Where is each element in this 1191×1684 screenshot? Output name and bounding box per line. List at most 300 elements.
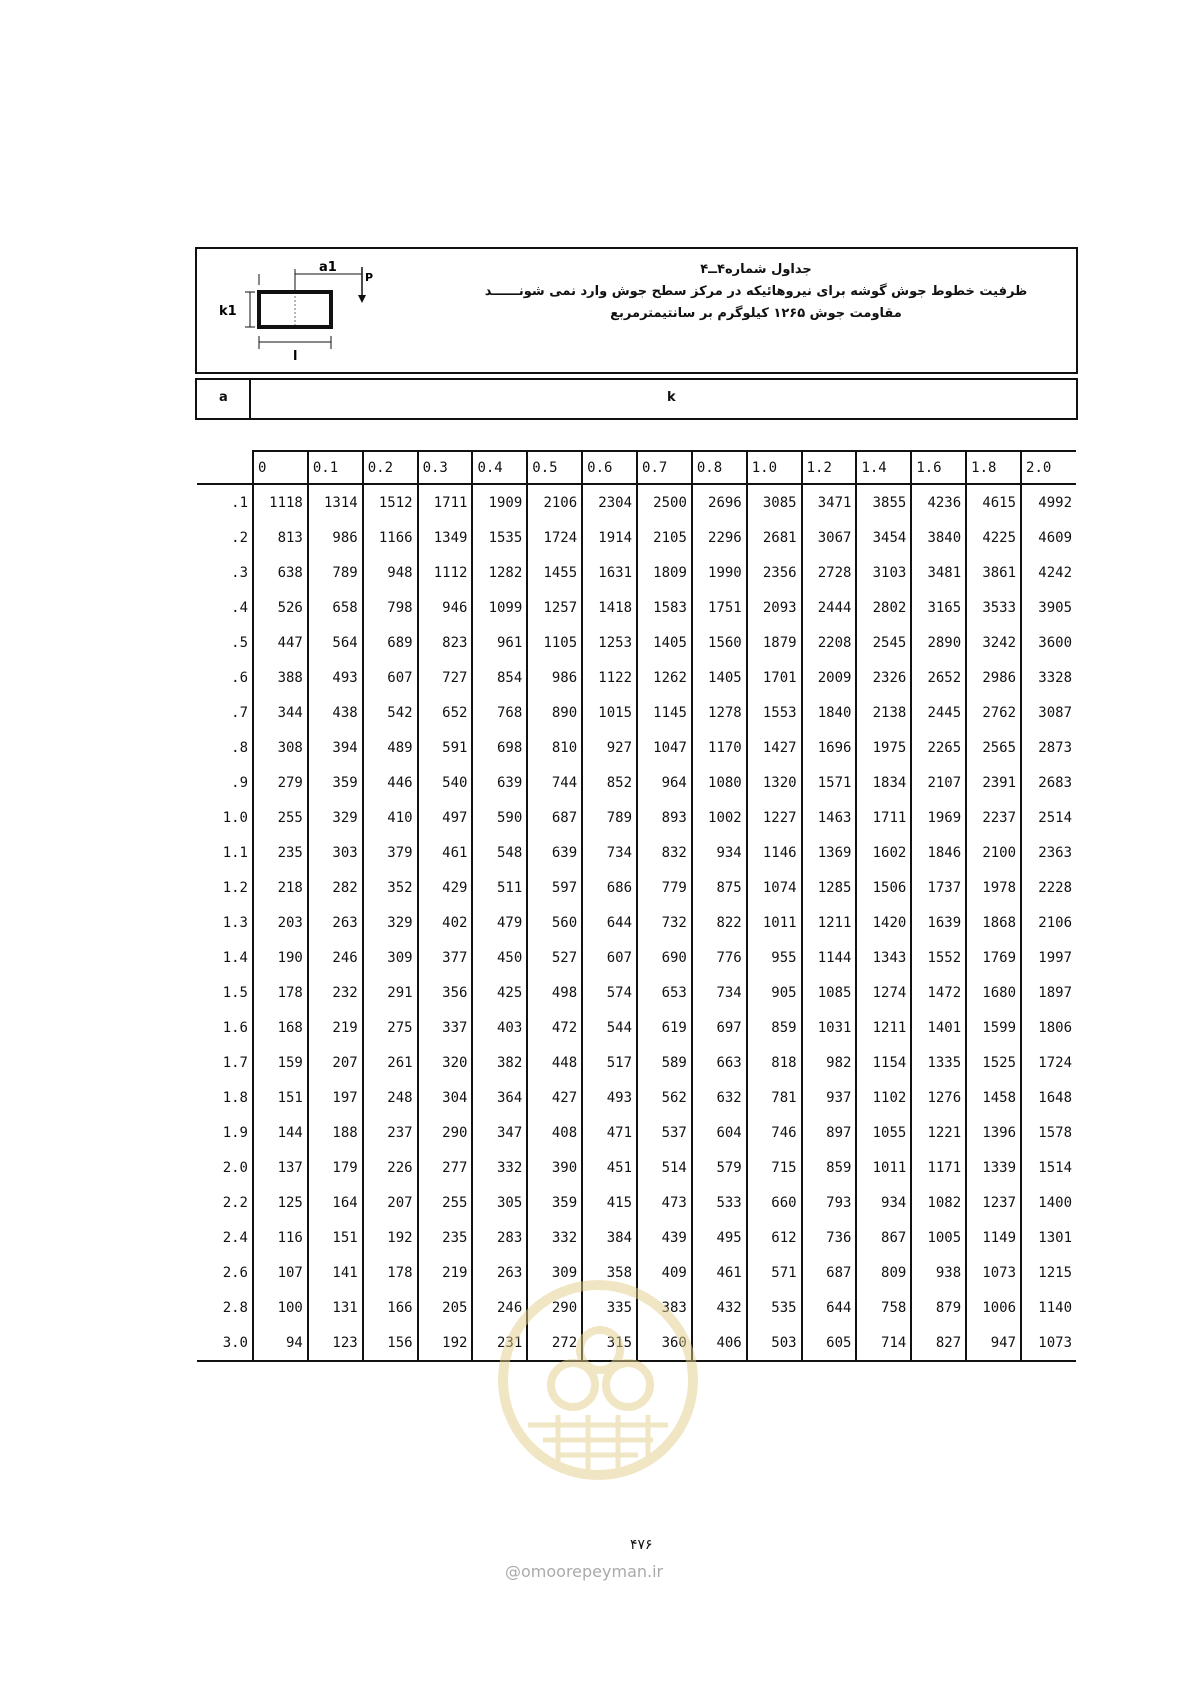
capacity-cell: 1769 (966, 940, 1021, 975)
capacity-cell: 827 (911, 1325, 966, 1361)
capacity-cell: 425 (472, 975, 527, 1010)
capacity-cell: 813 (253, 520, 308, 555)
capacity-cell: 3533 (966, 590, 1021, 625)
capacity-cell: 2237 (966, 800, 1021, 835)
table-subtitle: مقاومت جوش ۱۲۶۵ کیلوگرم بر سانتیمترمربع (610, 306, 902, 321)
capacity-cell: 190 (253, 940, 308, 975)
capacity-cell: 660 (747, 1185, 802, 1220)
capacity-cell: 1282 (472, 555, 527, 590)
capacity-cell: 597 (527, 870, 582, 905)
a-value-cell: .7 (231, 704, 248, 721)
capacity-cell: 3085 (747, 484, 802, 520)
k-header-cell: 2.0 (1021, 451, 1076, 484)
a-value-cell: 1.0 (222, 809, 248, 826)
capacity-cell: 927 (582, 730, 637, 765)
capacity-cell: 315 (582, 1325, 637, 1361)
capacity-cell: 779 (637, 870, 692, 905)
capacity-cell: 768 (472, 695, 527, 730)
capacity-cell: 304 (418, 1080, 473, 1115)
capacity-cell: 604 (692, 1115, 747, 1150)
capacity-cell: 537 (637, 1115, 692, 1150)
capacity-cell: 1278 (692, 695, 747, 730)
capacity-cell: 263 (308, 905, 363, 940)
capacity-cell: 2565 (966, 730, 1021, 765)
capacity-cell: 1082 (911, 1185, 966, 1220)
a-value-cell: .5 (231, 634, 248, 651)
k-header-cell: 0.4 (472, 451, 527, 484)
capacity-cell: 947 (966, 1325, 1021, 1361)
capacity-cell: 1463 (802, 800, 857, 835)
a-value-cell: 2.4 (222, 1229, 248, 1246)
capacity-cell: 332 (472, 1150, 527, 1185)
capacity-cell: 514 (637, 1150, 692, 1185)
capacity-cell: 329 (308, 800, 363, 835)
a-value-cell: .4 (231, 599, 248, 616)
a-value-cell: 3.0 (197, 1325, 253, 1361)
capacity-cell: 1011 (747, 905, 802, 940)
capacity-cell: 151 (308, 1220, 363, 1255)
a-value-cell: 1.8 (222, 1089, 248, 1106)
table-row (197, 975, 1076, 1010)
capacity-cell: 1105 (527, 625, 582, 660)
a-value-cell: 1.5 (222, 984, 248, 1001)
capacity-cell: 246 (472, 1290, 527, 1325)
capacity-cell: 986 (527, 660, 582, 695)
capacity-cell: 231 (472, 1325, 527, 1361)
capacity-cell: 2391 (966, 765, 1021, 800)
capacity-cell: 852 (582, 765, 637, 800)
capacity-cell: 291 (363, 975, 418, 1010)
capacity-cell: 352 (363, 870, 418, 905)
capacity-cell: 732 (637, 905, 692, 940)
table-row (197, 1115, 1076, 1150)
capacity-cell: 2986 (966, 660, 1021, 695)
capacity-cell: 879 (911, 1290, 966, 1325)
capacity-cell: 2681 (747, 520, 802, 555)
table-row (197, 1080, 1076, 1115)
capacity-cell: 619 (637, 1010, 692, 1045)
capacity-cell: 359 (527, 1185, 582, 1220)
capacity-cell: 3905 (1021, 590, 1076, 625)
k-header-cell: 1.4 (856, 451, 911, 484)
capacity-cell: 1339 (966, 1150, 1021, 1185)
capacity-cell: 263 (472, 1255, 527, 1290)
a-axis-label: a (219, 390, 228, 405)
capacity-cell: 1276 (911, 1080, 966, 1115)
capacity-cell: 1144 (802, 940, 857, 975)
capacity-cell: 1631 (582, 555, 637, 590)
capacity-cell: 591 (418, 730, 473, 765)
capacity-cell: 2356 (747, 555, 802, 590)
table-row (197, 1010, 1076, 1045)
capacity-cell: 283 (472, 1220, 527, 1255)
k-header-cell: 1.6 (911, 451, 966, 484)
capacity-cell: 544 (582, 1010, 637, 1045)
capacity-cell: 789 (582, 800, 637, 835)
capacity-cell: 644 (582, 905, 637, 940)
a-value-cell: 2.2 (222, 1194, 248, 1211)
capacity-cell: 2696 (692, 484, 747, 520)
capacity-cell: 461 (418, 835, 473, 870)
capacity-cell: 3087 (1021, 695, 1076, 730)
capacity-cell: 329 (363, 905, 418, 940)
capacity-cell: 438 (308, 695, 363, 730)
capacity-cell: 1335 (911, 1045, 966, 1080)
capacity-cell: 823 (418, 625, 473, 660)
capacity-cell: 714 (856, 1325, 911, 1361)
capacity-cell: 1055 (856, 1115, 911, 1150)
capacity-cell: 337 (418, 1010, 473, 1045)
capacity-cell: 2138 (856, 695, 911, 730)
capacity-cell: 4236 (911, 484, 966, 520)
capacity-cell: 2514 (1021, 800, 1076, 835)
capacity-cell: 1314 (308, 484, 363, 520)
capacity-cell: 332 (527, 1220, 582, 1255)
k-header-row (197, 451, 1076, 484)
capacity-cell: 2683 (1021, 765, 1076, 800)
watermark-logo (488, 1275, 708, 1485)
capacity-cell: 356 (418, 975, 473, 1010)
capacity-cell: 94 (253, 1325, 308, 1361)
a-value-cell: 2.8 (222, 1299, 248, 1316)
capacity-cell: 1227 (747, 800, 802, 835)
capacity-cell: 964 (637, 765, 692, 800)
capacity-cell: 406 (692, 1325, 747, 1361)
a-value-cell: 2.6 (222, 1264, 248, 1281)
capacity-cell: 1080 (692, 765, 747, 800)
capacity-cell: 1405 (692, 660, 747, 695)
k-header-cell: 0.3 (418, 451, 473, 484)
capacity-cell: 360 (637, 1325, 692, 1361)
table-row (197, 730, 1076, 765)
capacity-cell: 3067 (802, 520, 857, 555)
capacity-cell: 1969 (911, 800, 966, 835)
capacity-cell: 179 (308, 1150, 363, 1185)
table-row (197, 660, 1076, 695)
capacity-cell: 1171 (911, 1150, 966, 1185)
capacity-cell: 3242 (966, 625, 1021, 660)
capacity-cell: 986 (308, 520, 363, 555)
a-value-cell: .6 (231, 669, 248, 686)
capacity-cell: 4615 (966, 484, 1021, 520)
capacity-cell: 2890 (911, 625, 966, 660)
a-value-cell: 1.3 (222, 914, 248, 931)
a-value-cell: 1.6 (222, 1019, 248, 1036)
table-row (197, 520, 1076, 555)
label-a1: a1 (319, 260, 337, 275)
capacity-cell: 535 (747, 1290, 802, 1325)
capacity-cell: 116 (253, 1220, 308, 1255)
capacity-cell: 533 (692, 1185, 747, 1220)
capacity-cell: 579 (692, 1150, 747, 1185)
capacity-cell: 893 (637, 800, 692, 835)
capacity-cell: 347 (472, 1115, 527, 1150)
capacity-cell: 652 (418, 695, 473, 730)
capacity-cell: 905 (747, 975, 802, 1010)
capacity-cell: 1369 (802, 835, 857, 870)
capacity-cell: 309 (527, 1255, 582, 1290)
capacity-cell: 1166 (363, 520, 418, 555)
capacity-cell: 1145 (637, 695, 692, 730)
table-row (197, 905, 1076, 940)
capacity-cell: 663 (692, 1045, 747, 1080)
capacity-cell: 1320 (747, 765, 802, 800)
capacity-cell: 1868 (966, 905, 1021, 940)
capacity-cell: 1711 (856, 800, 911, 835)
capacity-cell: 1074 (747, 870, 802, 905)
capacity-cell: 1170 (692, 730, 747, 765)
capacity-cell: 473 (637, 1185, 692, 1220)
capacity-cell: 448 (527, 1045, 582, 1080)
capacity-cell: 937 (802, 1080, 857, 1115)
capacity-cell: 144 (253, 1115, 308, 1150)
table-row (197, 1220, 1076, 1255)
capacity-cell: 687 (802, 1255, 857, 1290)
capacity-cell: 1583 (637, 590, 692, 625)
capacity-cell: 946 (418, 590, 473, 625)
capacity-cell: 1343 (856, 940, 911, 975)
capacity-cell: 1005 (911, 1220, 966, 1255)
capacity-cell: 479 (472, 905, 527, 940)
capacity-cell: 2228 (1021, 870, 1076, 905)
capacity-cell: 1553 (747, 695, 802, 730)
capacity-cell: 275 (363, 1010, 418, 1045)
capacity-cell: 734 (692, 975, 747, 1010)
capacity-cell: 690 (637, 940, 692, 975)
capacity-cell: 290 (418, 1115, 473, 1150)
capacity-cell: 168 (253, 1010, 308, 1045)
capacity-cell: 697 (692, 1010, 747, 1045)
capacity-cell: 1274 (856, 975, 911, 1010)
capacity-cell: 746 (747, 1115, 802, 1150)
capacity-cell: 2106 (1021, 905, 1076, 940)
capacity-cell: 1420 (856, 905, 911, 940)
capacity-cell: 1997 (1021, 940, 1076, 975)
capacity-cell: 744 (527, 765, 582, 800)
capacity-cell: 3454 (856, 520, 911, 555)
capacity-cell: 427 (527, 1080, 582, 1115)
capacity-cell: 1455 (527, 555, 582, 590)
capacity-cell: 517 (582, 1045, 637, 1080)
capacity-cell: 810 (527, 730, 582, 765)
capacity-cell: 1349 (418, 520, 473, 555)
capacity-cell: 632 (692, 1080, 747, 1115)
capacity-cell: 1696 (802, 730, 857, 765)
capacity-cell: 1724 (1021, 1045, 1076, 1080)
capacity-cell: 1806 (1021, 1010, 1076, 1045)
capacity-cell: 1073 (1021, 1325, 1076, 1361)
capacity-cell: 2652 (911, 660, 966, 695)
capacity-cell: 1140 (1021, 1290, 1076, 1325)
capacity-cell: 1909 (472, 484, 527, 520)
capacity-cell: 2762 (966, 695, 1021, 730)
capacity-cell: 822 (692, 905, 747, 940)
capacity-cell: 164 (308, 1185, 363, 1220)
capacity-cell: 159 (253, 1045, 308, 1080)
capacity-cell: 123 (308, 1325, 363, 1361)
capacity-cell: 382 (472, 1045, 527, 1080)
capacity-cell: 653 (637, 975, 692, 1010)
capacity-cell: 305 (472, 1185, 527, 1220)
capacity-cell: 2873 (1021, 730, 1076, 765)
capacity-cell: 1751 (692, 590, 747, 625)
table-row (197, 1185, 1076, 1220)
capacity-cell: 364 (472, 1080, 527, 1115)
capacity-cell: 218 (253, 870, 308, 905)
capacity-cell: 1400 (1021, 1185, 1076, 1220)
capacity-cell: 1701 (747, 660, 802, 695)
capacity-cell: 938 (911, 1255, 966, 1290)
capacity-cell: 237 (363, 1115, 418, 1150)
capacity-cell: 687 (527, 800, 582, 835)
capacity-cell: 1146 (747, 835, 802, 870)
capacity-cell: 574 (582, 975, 637, 1010)
capacity-cell: 471 (582, 1115, 637, 1150)
capacity-cell: 2444 (802, 590, 857, 625)
capacity-cell: 1015 (582, 695, 637, 730)
k-header-cell: 0.8 (692, 451, 747, 484)
capacity-cell: 793 (802, 1185, 857, 1220)
capacity-cell: 867 (856, 1220, 911, 1255)
capacity-cell: 192 (363, 1220, 418, 1255)
capacity-cell: 948 (363, 555, 418, 590)
capacity-cell: 776 (692, 940, 747, 975)
capacity-cell: 1401 (911, 1010, 966, 1045)
capacity-cell: 4992 (1021, 484, 1076, 520)
capacity-cell: 1840 (802, 695, 857, 730)
capacity-cell: 639 (527, 835, 582, 870)
capacity-cell: 1418 (582, 590, 637, 625)
capacity-cell: 562 (637, 1080, 692, 1115)
capacity-cell: 859 (802, 1150, 857, 1185)
capacity-cell: 1396 (966, 1115, 1021, 1150)
capacity-cell: 290 (527, 1290, 582, 1325)
capacity-cell: 1047 (637, 730, 692, 765)
capacity-cell: 1552 (911, 940, 966, 975)
a-value-cell: 1.4 (222, 949, 248, 966)
capacity-cell: 403 (472, 1010, 527, 1045)
capacity-cell: 2545 (856, 625, 911, 660)
axis-divider (249, 380, 251, 418)
capacity-cell: 1897 (1021, 975, 1076, 1010)
capacity-cell: 789 (308, 555, 363, 590)
capacity-cell: 1512 (363, 484, 418, 520)
capacity-cell: 1472 (911, 975, 966, 1010)
capacity-cell: 658 (308, 590, 363, 625)
capacity-cell: 409 (637, 1255, 692, 1290)
table-row (197, 695, 1076, 730)
capacity-cell: 107 (253, 1255, 308, 1290)
capacity-cell: 439 (637, 1220, 692, 1255)
capacity-cell: 197 (308, 1080, 363, 1115)
a-value-cell: 1.1 (222, 844, 248, 861)
capacity-cell: 1211 (856, 1010, 911, 1045)
capacity-cell: 1011 (856, 1150, 911, 1185)
capacity-cell: 2105 (637, 520, 692, 555)
capacity-cell: 232 (308, 975, 363, 1010)
capacity-cell: 1724 (527, 520, 582, 555)
capacity-cell: 303 (308, 835, 363, 870)
capacity-cell: 715 (747, 1150, 802, 1185)
capacity-cell: 255 (253, 800, 308, 835)
capacity-cell: 450 (472, 940, 527, 975)
capacity-cell: 612 (747, 1220, 802, 1255)
capacity-cell: 2363 (1021, 835, 1076, 870)
capacity-cell: 798 (363, 590, 418, 625)
k-header-cell: 0.5 (527, 451, 582, 484)
capacity-cell: 1154 (856, 1045, 911, 1080)
capacity-cell: 589 (637, 1045, 692, 1080)
capacity-cell: 542 (363, 695, 418, 730)
capacity-cell: 607 (363, 660, 418, 695)
a-value-cell: .8 (231, 739, 248, 756)
capacity-cell: 226 (363, 1150, 418, 1185)
capacity-cell: 2445 (911, 695, 966, 730)
capacity-cell: 934 (856, 1185, 911, 1220)
capacity-cell: 2304 (582, 484, 637, 520)
capacity-cell: 309 (363, 940, 418, 975)
k-header-cell: 0.7 (637, 451, 692, 484)
table-row (197, 940, 1076, 975)
capacity-cell: 527 (527, 940, 582, 975)
capacity-cell: 497 (418, 800, 473, 835)
capacity-cell: 1285 (802, 870, 857, 905)
capacity-cell: 261 (363, 1045, 418, 1080)
capacity-cell: 2802 (856, 590, 911, 625)
capacity-cell: 384 (582, 1220, 637, 1255)
capacity-cell: 3840 (911, 520, 966, 555)
table-row (197, 1150, 1076, 1185)
capacity-cell: 402 (418, 905, 473, 940)
capacity-cell: 3600 (1021, 625, 1076, 660)
capacity-cell: 832 (637, 835, 692, 870)
capacity-cell: 1085 (802, 975, 857, 1010)
capacity-cell: 859 (747, 1010, 802, 1045)
capacity-cell: 2208 (802, 625, 857, 660)
capacity-cell: 1506 (856, 870, 911, 905)
label-l: l (293, 349, 298, 364)
capacity-cell: 1648 (1021, 1080, 1076, 1115)
capacity-cell: 1031 (802, 1010, 857, 1045)
table-row (197, 835, 1076, 870)
capacity-cell: 2326 (856, 660, 911, 695)
page-number: ۴۷۶ (630, 1537, 653, 1553)
a-value-cell: 1.7 (222, 1054, 248, 1071)
capacity-cell: 3471 (802, 484, 857, 520)
capacity-cell: 279 (253, 765, 308, 800)
capacity-cell: 379 (363, 835, 418, 870)
capacity-cell: 1680 (966, 975, 1021, 1010)
capacity-cell: 607 (582, 940, 637, 975)
capacity-cell: 1221 (911, 1115, 966, 1150)
a-value-cell: .1 (231, 494, 248, 511)
capacity-cell: 1639 (911, 905, 966, 940)
capacity-cell: 192 (418, 1325, 473, 1361)
table-row (197, 555, 1076, 590)
capacity-cell: 540 (418, 765, 473, 800)
capacity-cell: 1099 (472, 590, 527, 625)
capacity-cell: 1253 (582, 625, 637, 660)
capacity-cell: 897 (802, 1115, 857, 1150)
capacity-cell: 3328 (1021, 660, 1076, 695)
capacity-cell: 203 (253, 905, 308, 940)
weld-capacity-table (197, 450, 1076, 1362)
capacity-cell: 698 (472, 730, 527, 765)
capacity-cell: 178 (363, 1255, 418, 1290)
capacity-cell: 1149 (966, 1220, 1021, 1255)
capacity-cell: 415 (582, 1185, 637, 1220)
capacity-cell: 1514 (1021, 1150, 1076, 1185)
